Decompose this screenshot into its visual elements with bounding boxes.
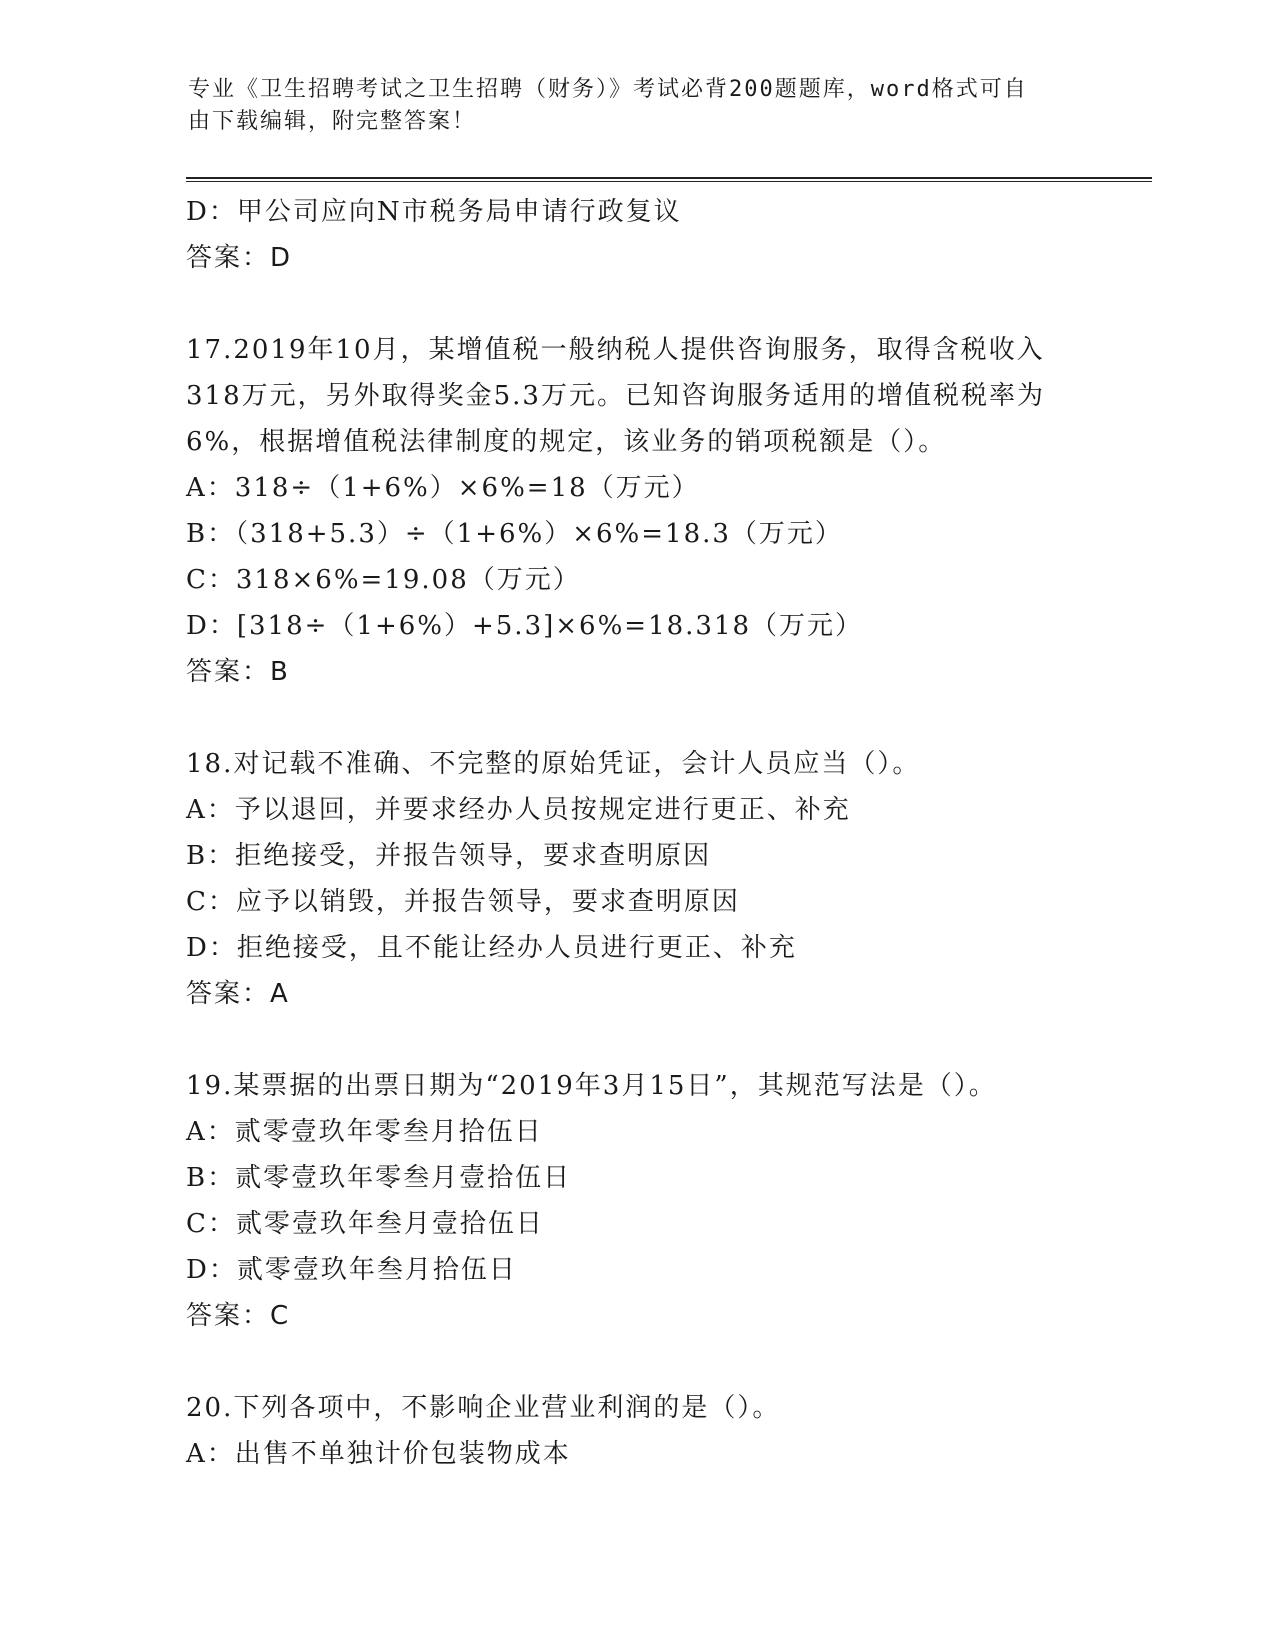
document-header [188,74,1068,138]
option-a: A：贰零壹玖年零叁月拾伍日 [186,1117,543,1147]
question-stem: 19.某票据的出票日期为“2019年3月15日”，其规范写法是（）。 [186,1071,997,1101]
question-17 [186,327,1126,695]
spacer [186,281,1126,327]
answer-line: 答案：B [186,657,290,687]
spacer [186,1017,1126,1063]
option-b: B：（318+5.3）÷（1+6%）×6%=18.3（万元） [186,519,843,549]
option-c: C：318×6%=19.08（万元） [186,565,581,595]
option-c: C：贰零壹玖年叁月壹拾伍日 [186,1209,544,1239]
question-content [186,189,1126,1477]
question-stem: 20.下列各项中，不影响企业营业利润的是（）。 [186,1393,781,1423]
question-20 [186,1385,1126,1477]
option-a: A：出售不单独计价包装物成本 [186,1439,571,1469]
option-d: D：[318÷（1+6%）+5.3]×6%=18.318（万元） [186,611,864,641]
question-stem: 18.对记载不准确、不完整的原始凭证，会计人员应当（）。 [186,749,921,779]
header-title-line-1: 专业《卫生招聘考试之卫生招聘（财务）》考试必背200题题库，word格式可自 [188,77,1028,102]
header-divider [186,177,1152,182]
option-a: A：予以退回，并要求经办人员按规定进行更正、补充 [186,795,851,825]
option-c: C：应予以销毁，并报告领导，要求查明原因 [186,887,740,917]
option-d: D：贰零壹玖年叁月拾伍日 [186,1255,517,1285]
option-b: B：拒绝接受，并报告领导，要求查明原因 [186,841,712,871]
option-d: D：甲公司应向N市税务局申请行政复议 [186,197,682,227]
header-title-line-2: 由下载编辑，附完整答案！ [188,109,477,134]
question-16-tail [186,189,1126,281]
spacer [186,695,1126,741]
answer-line: 答案：A [186,979,290,1009]
question-stem: 318万元，另外取得奖金5.3万元。已知咨询服务适用的增值税税率为 [186,381,1045,411]
question-19 [186,1063,1126,1339]
question-18 [186,741,1126,1017]
spacer [186,1339,1126,1385]
question-stem: 6%，根据增值税法律制度的规定，该业务的销项税额是（）。 [186,427,947,457]
option-a: A：318÷（1+6%）×6%=18（万元） [186,473,700,503]
option-d: D：拒绝接受，且不能让经办人员进行更正、补充 [186,933,797,963]
question-stem: 17.2019年10月，某增值税一般纳税人提供咨询服务，取得含税收入 [186,335,1045,365]
answer-line: 答案：D [186,243,293,273]
answer-line: 答案：C [186,1301,291,1331]
option-b: B：贰零壹玖年零叁月壹拾伍日 [186,1163,572,1193]
